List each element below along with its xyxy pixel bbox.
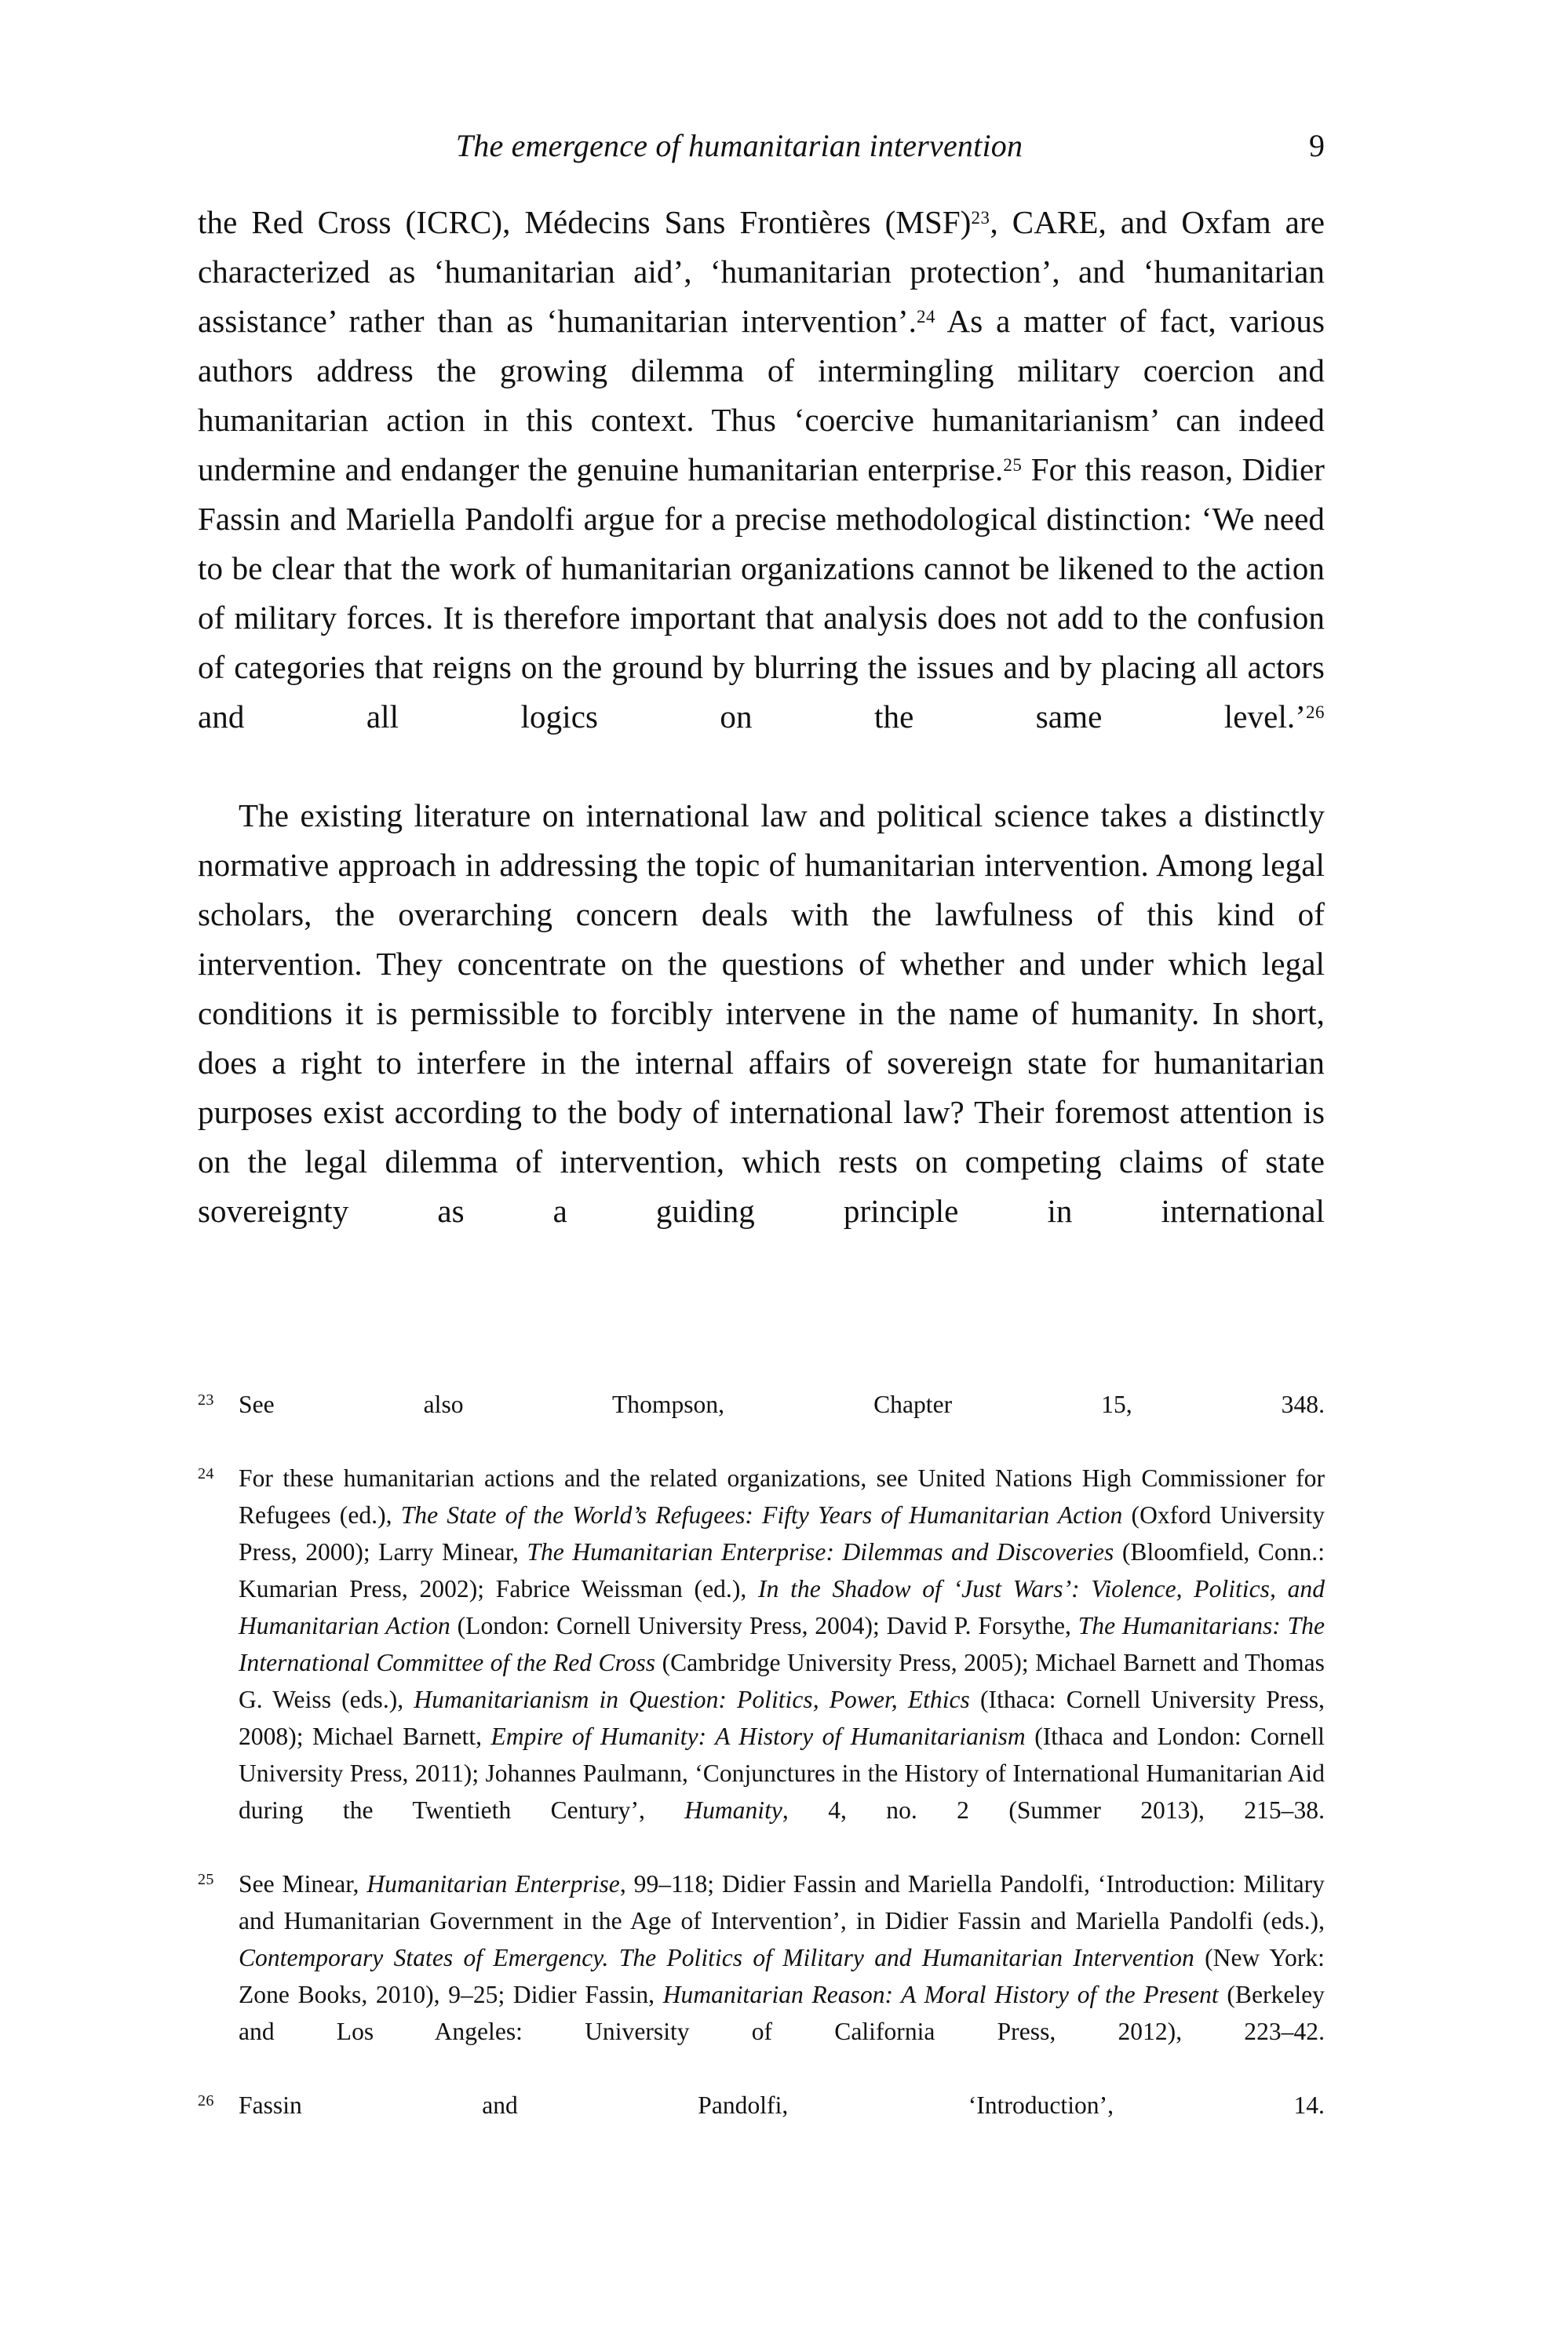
footnote-title: In the Shadow of ‘Just Wars’: Violence, Politics, and Humanitarian Action [239, 1575, 1325, 1639]
footnote-title: Contemporary States of Emergency. The Politics of Military and Humanitarian Intervention [239, 1944, 1194, 1971]
footnote-24 [198, 1460, 1325, 1865]
footnote-number: 24 [198, 1465, 214, 1482]
footnote-text [239, 1391, 1325, 1418]
footnote-title: Humanitarian Reason: A Moral History of the Present [662, 1981, 1219, 2008]
footnote-segment: Fassin and Pandolfi, ‘Introduction’, 14. [239, 2091, 1325, 2119]
footnote-ref-23[interactable]: 23 [971, 208, 990, 228]
footnote-title: Empire of Humanity: A History of Humanitarianism [490, 1723, 1026, 1750]
footnote-text [239, 1870, 1325, 2045]
footnote-ref-24[interactable]: 24 [917, 307, 935, 327]
footnote-ref-25[interactable]: 25 [1003, 455, 1023, 476]
footnote-segment: For these humanitarian actions and the related organizations, see United Nations High Commissioner for Refugees (ed.), [239, 1464, 1325, 1529]
footnote-segment: (Cambridge University Press, 2005); Michael Barnett and Thomas G. Weiss (eds.), [239, 1649, 1325, 1713]
footnote-text [239, 2091, 1325, 2119]
paragraph-1-text-c: As a matter of fact, various authors address the growing dilemma of intermingling military coercion and humanitarian action in this context. Thus ‘coercive humanitarianism’ can indeed undermine and endanger the genuine humanitarian enterprise. [198, 303, 1325, 487]
paragraph-1-text-a: the Red Cross (ICRC), Médecins Sans Frontières (MSF) [198, 204, 972, 240]
body-text-block [198, 198, 1325, 1285]
page-number: 9 [1309, 128, 1325, 163]
footnote-segment: (Ithaca: Cornell University Press, 2008); Michael Barnett, [239, 1686, 1325, 1750]
footnote-title: The State of the World’s Refugees: Fifty Years of Humanitarian Action [400, 1501, 1123, 1529]
footnote-23 [198, 1386, 1325, 1460]
paragraph-2-text: The existing literature on international law and political science takes a distinctly normative approach in addressing the topic of humanitarian intervention. Among legal scholars, the overarching concern deals with the lawfulness of this kind of intervention. They concentrate on the questions of whether and under which legal conditions it is permissible to forcibly intervene in the name of humanity. In short, does a right to interfere in the internal affairs of sovereign state for humanitarian purposes exist according to the body of international law? Their foremost attention is on the legal dilemma of intervention, which rests on competing claims of state sovereignty as a guiding principle in international [198, 797, 1325, 1229]
footnote-number: 26 [198, 2092, 214, 2110]
paragraph-2 [198, 791, 1325, 1285]
footnote-segment: See also Thompson, Chapter 15, 348. [239, 1391, 1325, 1418]
footnote-title: The Humanitarian Enterprise: Dilemmas and Discoveries [527, 1538, 1114, 1566]
footnote-segment: (Oxford University Press, 2000); Larry Minear, [239, 1501, 1326, 1566]
footnote-title: The Humanitarians: The International Committee of the Red Cross [239, 1612, 1326, 1676]
footnote-number: 25 [198, 1871, 214, 1888]
footnote-segment: (Ithaca and London: Cornell University Press, 2011); Johannes Paulmann, ‘Conjunctures in the History of International Humanitarian Aid during the Twentieth Century’, [239, 1723, 1325, 1824]
footnote-title: Humanity [684, 1796, 782, 1824]
footnote-title: Humanitarianism in Question: Politics, Power, Ethics [414, 1686, 970, 1713]
footnote-block [198, 1386, 1325, 2161]
footnote-number: 23 [198, 1391, 214, 1409]
paragraph-1 [198, 198, 1325, 791]
footnote-segment: , 99–118; Didier Fassin and Mariella Pandolfi, ‘Introduction: Military and Humanitarian Government in the Age of Intervention’, in Didier Fassin and Mariella Pandolfi (eds.), [239, 1870, 1325, 1934]
footnote-segment: (New York: Zone Books, 2010), 9–25; Didier Fassin, [239, 1944, 1325, 2008]
paragraph-1-text-b: , CARE, and Oxfam are characterized as ‘humanitarian aid’, ‘humanitarian protection’, and ‘humanitarian assistance’ rather than as ‘humanitarian intervention’. [198, 204, 1325, 339]
footnote-segment: See Minear, [239, 1870, 367, 1898]
footnote-segment: , 4, no. 2 (Summer 2013), 215–38. [782, 1796, 1325, 1824]
footnote-segment: (London: Cornell University Press, 2004); David P. Forsythe, [450, 1612, 1078, 1639]
footnote-26 [198, 2087, 1325, 2161]
footnote-segment: (Bloomfield, Conn.: Kumarian Press, 2002); Fabrice Weissman (ed.), [239, 1538, 1325, 1603]
footnote-25 [198, 1865, 1325, 2087]
footnote-title: Humanitarian Enterprise [366, 1870, 620, 1898]
footnote-segment: (Berkeley and Los Angeles: University of California Press, 2012), 223–42. [239, 1981, 1325, 2045]
paragraph-1-text-d: For this reason, Didier Fassin and Mariella Pandolfi argue for a precise methodological distinction: ‘We need to be clear that the work of humanitarian organizations cannot be likened to the action of military forces. It is therefore important that analysis does not add to the confusion of categories that reigns on the ground by blurring the issues and by placing all actors and all logics on the same level.’ [198, 451, 1325, 735]
footnote-text [239, 1464, 1325, 1824]
running-head-title: The emergence of humanitarian intervention [455, 128, 1023, 163]
running-head [198, 126, 1325, 166]
footnote-ref-26[interactable]: 26 [1306, 702, 1325, 723]
